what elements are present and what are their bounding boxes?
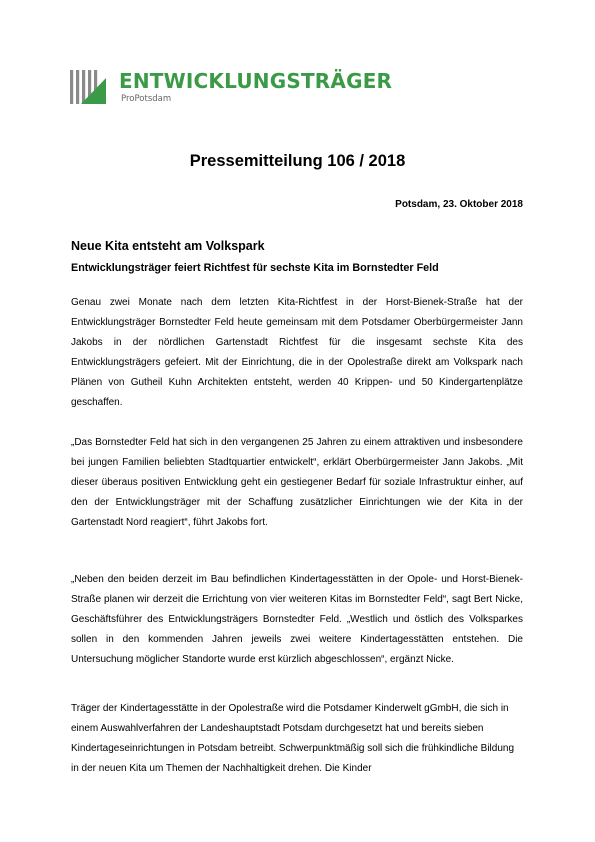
body-paragraph-4: Träger der Kindertagesstätte in der Opolestraße wird die Potsdamer Kinderwelt gGmbH, die sich in einem Auswahlverfahren der Landeshauptstadt Potsdam durchgesetzt hat und bereits sieben Kindertageseinrichtungen in Potsdam betreibt. Schwerpunktmäßig soll sich die frühkindliche Bildung in der neuen Kita um Themen der Nachhaltigkeit drehen. Die Kinder bbox=[71, 703, 515, 774]
body-paragraph-2: „Das Bornstedter Feld hat sich in den vergangenen 25 Jahren zu einem attraktiven und insbesondere bei jungen Familien beliebten Stadtquartier entwickelt“, erklärt Oberbürgermeister Jann Jakobs. „Mit dieser überaus positiven Entwicklung geht ein gestiegener Bedarf für soziale Infrastruktur einher, auf den der Entwicklungsträger mit der Schaffung zusätzlicher Einrichtungen wie der Kita in der Gartenstadt Nord reagiert“, führt Jakobs fort. bbox=[71, 437, 523, 528]
subheadline: Entwicklungsträger feiert Richtfest für sechste Kita im Bornstedter Feld bbox=[71, 262, 439, 274]
body-paragraph-3: „Neben den beiden derzeit im Bau befindlichen Kindertagesstätten in der Opole- und Horst-Bienek-Straße planen wir derzeit die Errichtung von vier weiteren Kitas im Bornstedter Feld“, sagt Bert Nicke, Geschäftsführer des Entwicklungsträgers Bornstedter Feld. „Westlich und östlich des Volksparkes sollen in den kommenden Jahren jeweils zwei weitere Kindertagesstätten entstehen. Die Untersuchung möglicher Standorte wurde erst kürzlich abgeschlossen“, ergänzt Nicke. bbox=[71, 574, 523, 665]
body-paragraph-1: Genau zwei Monate nach dem letzten Kita-Richtfest in der Horst-Bienek-Straße hat der Entwicklungsträger Bornstedter Feld heute gemeinsam mit dem Potsdamer Oberbürgermeister Jann Jakobs in der nördlichen Gartenstadt Richtfest für die insgesamt sechste Kita des Entwicklungsträgers gefeiert. Mit der Einrichtung, die in der Opolestraße direkt am Volkspark nach Plänen von Gutheil Kuhn Architekten entsteht, werden 40 Krippen- und 50 Kindergartenplätze geschaffen. bbox=[71, 297, 523, 408]
headline: Neue Kita entsteht am Volkspark bbox=[71, 239, 265, 253]
dateline: Potsdam, 23. Oktober 2018 bbox=[395, 199, 523, 210]
company-logo bbox=[70, 69, 393, 110]
page-title: Pressemitteilung 106 / 2018 bbox=[189, 152, 406, 170]
logo-wordmark: ENTWICKLUNGSTRÄGER bbox=[119, 69, 393, 93]
logo-subtitle: ProPotsdam bbox=[121, 94, 172, 104]
logo-bars-icon bbox=[70, 70, 106, 104]
